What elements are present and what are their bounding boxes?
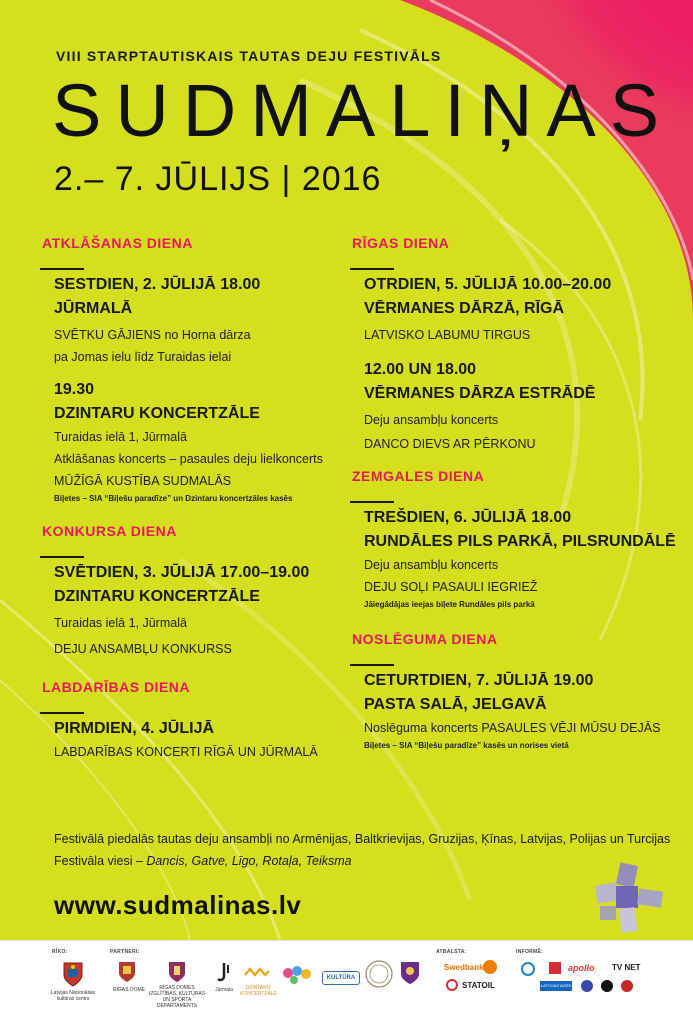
event-location: RUNDĀLES PILS PARKĀ, PILSRUNDĀLĒ: [364, 533, 676, 550]
section-zemgale-day: [350, 465, 676, 612]
festival-title: SUDMALIŅAS: [52, 69, 674, 152]
seal-logo-icon: [364, 959, 394, 989]
event-title: PIRMDIEN, 4. JŪLIJĀ: [54, 720, 215, 737]
partner-jurmala: Jūrmala: [215, 987, 233, 993]
festival-dates: 2.– 7. JŪLIJS | 2016: [54, 160, 382, 198]
ticket-info: Biļetes – SIA “Biļešu paradīze” un Dzintaru koncertzāles kasēs: [54, 494, 293, 503]
section-opening-day: [40, 232, 340, 506]
participants-info: [54, 828, 670, 872]
section-competition-day: [40, 520, 340, 660]
radio-logo-icon: [520, 961, 536, 977]
event-show: DEJU SOĻI PASAULI IEGRIEŽ: [364, 580, 538, 594]
event-title: OTRDIEN, 5. JŪLIJĀ 10.00–20.00: [364, 276, 612, 293]
section-label: ZEMGALES DIENA: [352, 468, 485, 484]
event-time: 12.00 UN 18.00: [364, 361, 477, 378]
event-title: TREŠDIEN, 6. JŪLIJĀ 18.00: [364, 509, 572, 526]
partner-dzintari: DZINTARU KONCERTZĀLE: [240, 985, 277, 997]
supporters-label: ATBALSTA:: [436, 949, 467, 955]
media-logo-icon: [580, 979, 594, 993]
section-label: NOSLĒGUMA DIENA: [352, 631, 498, 647]
event-address: Turaidas ielā 1, Jūrmalā: [54, 430, 187, 444]
media-latvijas-avize: LATVIJAS AVĪZE: [540, 981, 572, 991]
city-coat-of-arms-icon: [400, 961, 420, 985]
supporters-group: [436, 949, 467, 955]
left-column: [40, 232, 340, 763]
riga-department-icon: [168, 961, 186, 983]
event-text: [350, 717, 670, 739]
media-group: [516, 949, 543, 955]
partners-label: PARTNERI:: [110, 949, 140, 955]
jurmala-logo-icon: [214, 961, 232, 983]
partners-group: [110, 949, 140, 955]
festival-edition: VIII STARPTAUTISKAIS TAUTAS DEJU FESTIVĀLS: [56, 48, 442, 64]
event-show: MŪŽĪGĀ KUSTĪBA SUDMALĀS: [54, 474, 232, 488]
section-label: ATKLĀŠANAS DIENA: [42, 235, 193, 251]
event-text: Atklāšanas koncerts – pasaules deju lielkoncerts: [54, 452, 323, 466]
section-closing-day: [350, 628, 670, 753]
event-title: CETURTDIEN, 7. JŪLIJĀ 19.00: [364, 672, 594, 689]
event-text: Deju ansambļu koncerts: [364, 558, 499, 572]
riga-coat-of-arms-icon: [118, 961, 136, 983]
event-caps: SVĒTKU GĀJIENS: [54, 328, 161, 342]
supporter-statoil: STATOIL: [462, 981, 495, 990]
section-divider: [350, 501, 394, 503]
section-riga-day: [350, 232, 670, 455]
section-label: KONKURSA DIENA: [42, 523, 177, 539]
event-location: VĒRMANES DĀRZĀ, RĪGĀ: [364, 300, 565, 317]
media-logo-icon: [620, 979, 634, 993]
event-title: SESTDIEN, 2. JŪLIJĀ 18.00: [54, 276, 261, 293]
coat-of-arms-icon: [62, 961, 84, 987]
media-label: INFORMĒ:: [516, 949, 544, 955]
guests-line: [54, 850, 670, 872]
event-venue: DZINTARU KONCERTZĀLE: [54, 405, 260, 422]
event-show: DEJU ANSAMBĻU KONKURSS: [54, 642, 232, 656]
event-detail: Noslēguma koncerts: [364, 721, 482, 735]
ticket-info: Jāiegādājas ieejas biļete Rundāles pils parkā: [364, 600, 535, 609]
website-link[interactable]: www.sudmalinas.lv: [54, 890, 302, 920]
supporter-swedbank: Swedbank: [444, 963, 484, 972]
media-tvnet: TV NET: [612, 963, 641, 972]
festival-logo-icon: [590, 862, 670, 937]
event-venue: DZINTARU KONCERTZĀLE: [54, 588, 260, 605]
dzintari-logo-icon: [244, 965, 270, 981]
media-logo-icon: [600, 979, 614, 993]
section-divider: [40, 712, 84, 714]
festival-partner-logo-icon: [280, 963, 314, 987]
event-time: 19.30: [54, 381, 95, 398]
organizer-group: [52, 949, 68, 955]
section-divider: [350, 664, 394, 666]
guests-prefix: Festivāla viesi –: [54, 854, 147, 868]
partner-riga-dome: RĪGAS DOME: [113, 987, 145, 993]
event-title: SVĒTDIEN, 3. JŪLIJĀ 17.00–19.00: [54, 564, 310, 581]
participants-line: Festivālā piedalās tautas deju ansambļi no Armēnijas, Baltkrievijas, Gruzijas, Ķīnas, Latvijas, Polijas un Turcijas: [54, 832, 671, 846]
partner-riga-department: RĪGAS DOMES IZGLĪTĪBAS, KULTŪRAS UN SPORTA DEPARTAMENTS: [148, 985, 206, 1009]
guests-list: Dancis, Gatve, Līgo, Rotaļa, Teiksma: [146, 854, 352, 868]
event-show: DANCO DIEVS AR PĒRKONU: [364, 437, 536, 451]
event-address: Turaidas ielā 1, Jūrmalā: [54, 616, 187, 630]
organizer-label: RĪKO:: [52, 949, 68, 955]
event-detail: no Horna dārza: [160, 328, 251, 342]
section-divider: [350, 268, 394, 270]
event-text: [40, 324, 340, 346]
media-logo-icon: [548, 961, 562, 975]
right-column: [350, 232, 676, 753]
event-show: LABDARĪBAS KONCERTI RĪGĀ UN JŪRMALĀ: [54, 745, 318, 759]
event-caps: PASAULES VĒJI MŪSU DEJĀS: [481, 721, 661, 735]
event-text: Deju ansambļu koncerts: [364, 413, 499, 427]
media-apollo: apollo: [568, 963, 595, 973]
event-location: PASTA SALĀ, JELGAVĀ: [364, 696, 547, 713]
section-label: RĪGAS DIENA: [352, 235, 450, 251]
swedbank-icon: [482, 959, 498, 975]
statoil-icon: [446, 979, 458, 991]
event-text: pa Jomas ielu līdz Turaidas ielai: [54, 350, 232, 364]
ticket-info: Biļetes – SIA “Biļešu paradīze” kasēs un norises vietā: [364, 741, 569, 750]
section-divider: [40, 268, 84, 270]
organizer-logo-text: Latvijas Nacionālais kultūras centrs: [50, 990, 96, 1002]
event-location: JŪRMALĀ: [54, 300, 133, 317]
partner-kultura: KULTŪRA: [322, 971, 360, 985]
sponsors-footer: [0, 940, 693, 1024]
section-charity-day: [40, 676, 340, 763]
section-divider: [40, 556, 84, 558]
event-show: LATVISKO LABUMU TIRGUS: [364, 328, 531, 342]
event-venue: VĒRMANES DĀRZA ESTRĀDĒ: [364, 385, 596, 402]
section-label: LABDARĪBAS DIENA: [42, 679, 190, 695]
